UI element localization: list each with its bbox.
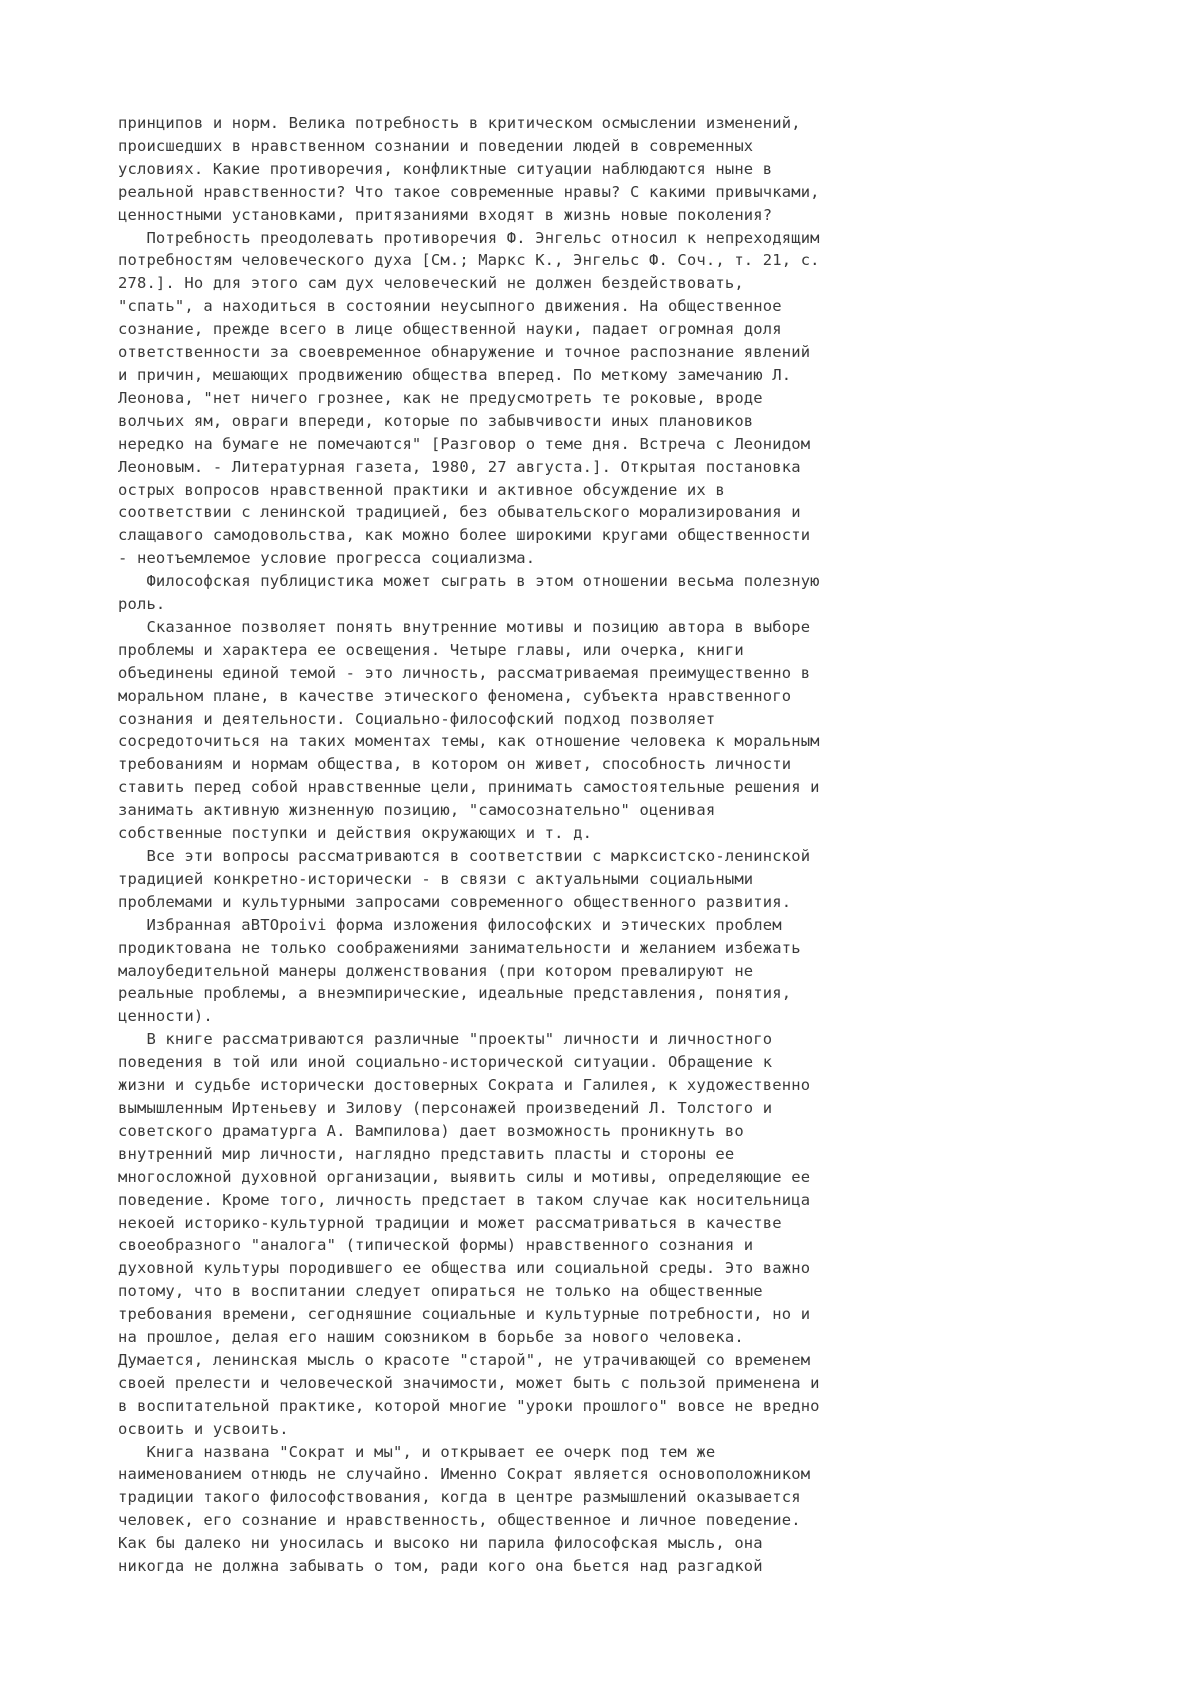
paragraph-1: принципов и норм. Велика потребность в критическом осмыслении изменений, происшедших в нравственном сознании и поведении людей в современных условиях. Какие противоречия, конфликтные ситуации наблюдаются ныне в реальной нравственности? Что такое современные нравы? С какими привычками, ценностными установками, притязаниями входят в жизнь новые поколения? bbox=[118, 114, 820, 224]
paragraph-7: В книге рассматриваются различные "проекты" личности и личностного поведения в той или иной социально-исторической ситуации. Обращение к жизни и судьбе исторически достоверных Сократа и Галилея, к художественно вымышленным Иртеньеву и Зилову (персонажей произведений Л. Толстого и советского драматурга А. Вампилова) дает возможность проникнуть во внутренний мир личности, наглядно представить пласты и стороны ее многосложной духовной организации, выявить силы и мотивы, определяющие ее поведение. Кроме того, личность предстает в таком случае как носительница некоей историко-культурной традиции и может рассматриваться в качестве своеобразного "аналога" (типической формы) нравственного сознания и духовной культуры породившего ее общества или социальной среды. Это важно потому, что в воспитании следует опираться не только на общественные требования времени, сегодняшние социальные и культурные потребности, но и на прошлое, делая его нашим союзником в борьбе за нового человека. Думается, ленинская мысль о красоте "старой", не утрачивающей со временем своей прелести и человеческой значимости, может быть с пользой применена и в воспитательной практике, которой многие "уроки прошлого" вовсе не вредно освоить и усвоить. bbox=[118, 1030, 820, 1438]
paragraph-8: Книга названа "Сократ и мы", и открывает ее очерк под тем же наименованием отнюдь не случайно. Именно Сократ является основоположником традиции такого философствования, когда в центре размышлений оказывается человек, его сознание и нравственность, общественное и личное поведение. Как бы далеко ни уносилась и высоко ни парила философская мысль, она никогда не должна забывать о том, ради кого она бьется над разгадкой bbox=[118, 1442, 811, 1576]
paragraph-4: Сказанное позволяет понять внутренние мотивы и позицию автора в выборе проблемы и характера ее освещения. Четыре главы, или очерка, книги объединены единой темой - это личность, рассматриваемая преимущественно в моральном плане, в качестве этического феномена, субъекта нравственного сознания и деятельности. Социально-философский подход позволяет сосредоточиться на таких моментах темы, как отношение человека к моральным требованиям и нормам общества, в котором он живет, способность личности ставить перед собой нравственные цели, принимать самостоятельные решения и занимать активную жизненную позицию, "самосознательно" оценивая собственные поступки и действия окружающих и т. д. bbox=[118, 617, 820, 843]
document-page bbox=[118, 112, 1118, 1578]
paragraph-5: Все эти вопросы рассматриваются в соответствии с марксистско-ленинской традицией конкретно-исторически - в связи с актуальными социальными проблемами и культурными запросами современного общественного развития. bbox=[118, 847, 811, 911]
paragraph-2: Потребность преодолевать противоречия Ф. Энгельс относил к непреходящим потребностям человеческого духа [См.; Маркс К., Энгельс Ф. Соч., т. 21, с. 278.]. Но для этого сам дух человеческий не должен бездействовать, "спать", а находиться в состоянии неусыпного движения. На общественное сознание, прежде всего в лице общественной науки, падает огромная доля ответственности за своевременное обнаружение и точное распознание явлений и причин, мешающих продвижению общества вперед. По меткому замечанию Л. Леонова, "нет ничего грознее, как не предусмотреть те роковые, вроде волчьих ям, овраги впереди, которые по забывчивости иных плановиков нередко на бумаге не помечаются" [Разговор о теме дня. Встреча с Леонидом Леоновым. - Литературная газета, 1980, 27 августа.]. Открытая постановка острых вопросов нравственной практики и активное обсуждение их в соответствии с ленинской традицией, без обывательского морализирования и слащавого самодовольства, как можно более широкими кругами общественности - неотъемлемое условие прогресса социализма. bbox=[118, 228, 820, 568]
paragraph-3: Философская публицистика может сыграть в этом отношении весьма полезную роль. bbox=[118, 572, 820, 614]
paragraph-6: Избранная aBTOpoivi форма изложения философских и этических проблем продиктована не только соображениями занимательности и желанием избежать малоубедительной манеры долженствования (при котором превалируют не реальные проблемы, а внеэмпирические, идеальные представления, понятия, ценности). bbox=[118, 915, 801, 1026]
